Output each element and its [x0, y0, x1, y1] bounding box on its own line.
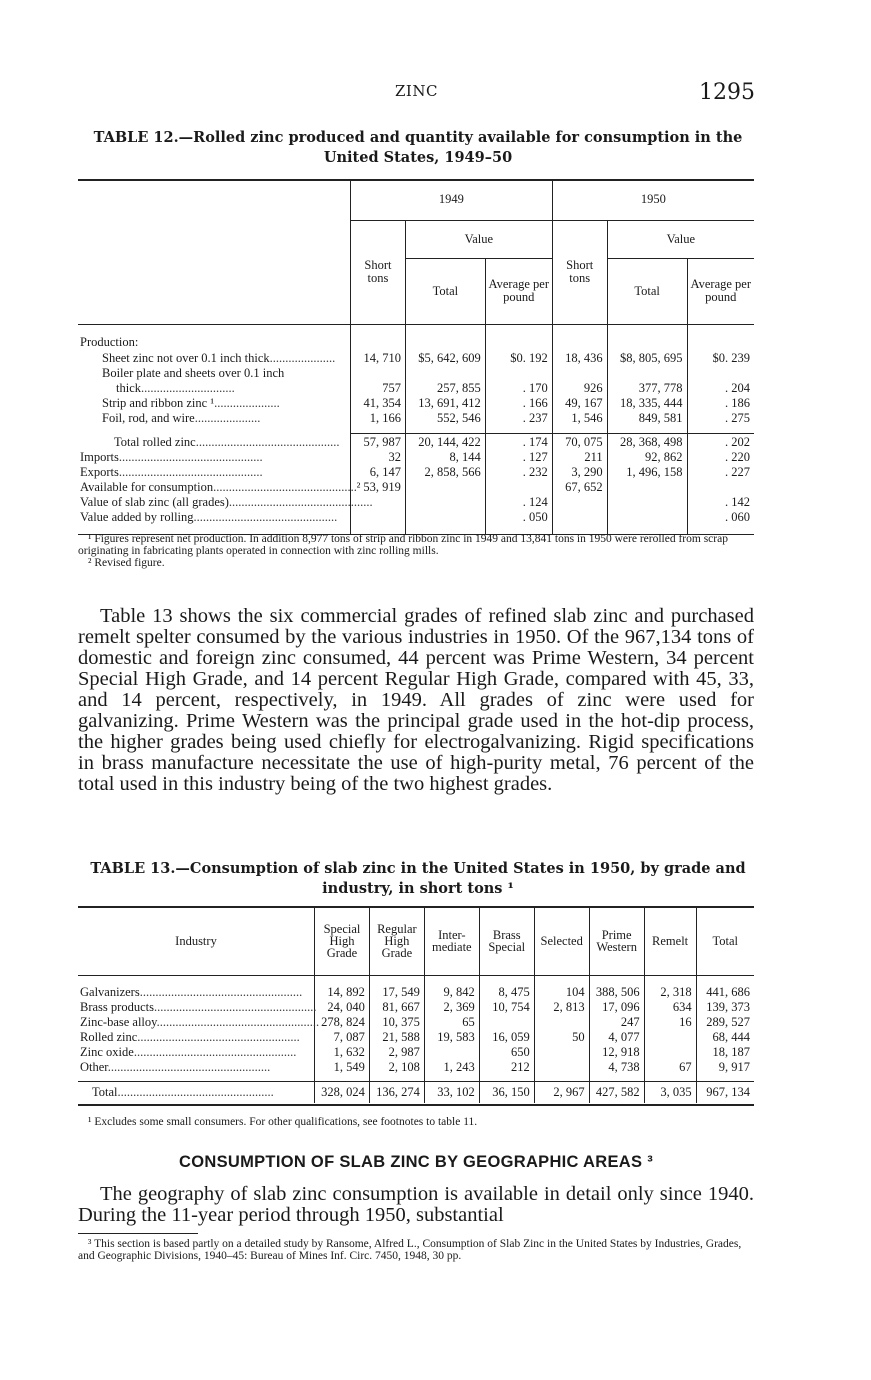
table12-row-label: Imports — [80, 449, 119, 464]
table12-cell: 1, 166 — [351, 411, 406, 426]
table12-cell: 1, 546 — [552, 411, 607, 426]
table12-row: Sheet zinc not over 0.1 inch thick..................... 14, 710 $5, 642, 609 $0. 192 18, 436 $8, 805, 695 $0. 239 — [78, 350, 754, 366]
table13-row-label: Zinc oxide — [80, 1045, 134, 1059]
table13-cell: 8, 475 — [479, 985, 534, 1000]
table12-cell: 18, 335, 444 — [607, 396, 687, 411]
table13-cell: 10, 375 — [369, 1015, 424, 1030]
table12-cell — [607, 495, 687, 510]
table12-cell: 6, 147 — [351, 465, 406, 480]
table13-footnote: ¹ Excludes some small consumers. For other qualifications, see footnotes to table 11. — [88, 1116, 478, 1128]
table13-cell: 21, 588 — [369, 1030, 424, 1045]
table12-row-label: Strip and ribbon zinc ¹ — [102, 395, 215, 410]
table13-total-cell: 36, 150 — [479, 1081, 534, 1103]
table13-total-label: Total — [92, 1084, 118, 1099]
table13-cell: 104 — [534, 985, 589, 1000]
table12-stub-head — [78, 180, 351, 324]
section-heading: CONSUMPTION OF SLAB ZINC BY GEOGRAPHIC AREAS ³ — [179, 1153, 653, 1171]
footnote-rule — [78, 1233, 198, 1234]
table13-caption — [80, 859, 756, 899]
table12-row: Value of slab zinc (all grades).............................................. . 124 . 142 — [78, 495, 754, 510]
table13-cell: 16, 059 — [479, 1030, 534, 1045]
table12-cell: 18, 436 — [552, 350, 607, 366]
table12-row-label: Available for consumption — [80, 479, 214, 494]
table13-row: Zinc oxide.................................................... 1, 632 2, 987 650 12, 918 18, 187 — [78, 1045, 754, 1060]
table12-cell — [405, 480, 485, 495]
table13-cell: 2, 318 — [644, 985, 696, 1000]
table12-cell: $5, 642, 609 — [405, 350, 485, 366]
table13-cell: 650 — [479, 1045, 534, 1060]
table13-cell: 4, 738 — [589, 1060, 644, 1075]
table12-cell: 20, 144, 422 — [405, 434, 485, 450]
table12-cell: 13, 691, 412 — [405, 396, 485, 411]
table13-cell: 2, 108 — [369, 1060, 424, 1075]
table12 — [78, 180, 754, 535]
table13-cell — [534, 1045, 589, 1060]
table12-year2: 1950 — [552, 180, 754, 220]
body-paragraph-2: The geography of slab zinc consumption is available in detail only since 1940. During the 11-year period through 1950, substantial — [78, 1183, 754, 1226]
table12-cell: . 050 — [485, 510, 552, 525]
table12-cell: 3, 290 — [552, 465, 607, 480]
table13-cell: 289, 527 — [696, 1015, 754, 1030]
table12-caption — [80, 128, 756, 168]
table12-short-tons-1950: Short tons — [552, 220, 607, 324]
table12-avg-1949: Average per pound — [485, 258, 552, 324]
table12-cell — [607, 480, 687, 495]
table12-cell — [607, 510, 687, 525]
table12-year1: 1949 — [351, 180, 553, 220]
table12-cell: . 060 — [687, 510, 754, 525]
table13-cell: 67 — [644, 1060, 696, 1075]
table13-cell — [644, 1045, 696, 1060]
page-header-title: ZINC — [395, 82, 438, 100]
table12-cell: 926 — [552, 381, 607, 396]
table13-cell: 10, 754 — [479, 1000, 534, 1015]
table12-cell — [552, 495, 607, 510]
table12-cell: 92, 862 — [607, 450, 687, 465]
table12-cell: . 237 — [485, 411, 552, 426]
table13-cell: 278, 824 — [315, 1015, 370, 1030]
table13-header: Special High Grade — [315, 907, 370, 975]
table12-cell — [552, 510, 607, 525]
table13-caption-line1: TABLE 13.—Consumption of slab zinc in the United States in 1950, by grade and — [90, 860, 746, 877]
table13-cell: 65 — [424, 1015, 479, 1030]
table12-cell — [351, 510, 406, 525]
table13-cell: 634 — [644, 1000, 696, 1015]
table13-row-label: Galvanizers — [80, 985, 140, 999]
table12-cell: 211 — [552, 450, 607, 465]
table13-cell: 2, 813 — [534, 1000, 589, 1015]
table12-cell: . 124 — [485, 495, 552, 510]
table12-cell: . 127 — [485, 450, 552, 465]
table12-cell: 757 — [351, 381, 406, 396]
table13-cell: 16 — [644, 1015, 696, 1030]
table13-row: Zinc-base alloy.................................................... 278, 824 10, 375 65 247 16 289, 527 — [78, 1015, 754, 1030]
table13-total-cell: 427, 582 — [589, 1081, 644, 1103]
table12-cell: 377, 778 — [607, 381, 687, 396]
table12-cell: 849, 581 — [607, 411, 687, 426]
table13-header: Inter-mediate — [424, 907, 479, 975]
table13-row: Brass products.................................................... 24, 040 81, 667 2, 369 10, 754 2, 813 17, 096 634 139, 373 — [78, 1000, 754, 1015]
table12-row-label: Value added by rolling — [80, 509, 194, 524]
table13-header: Selected — [534, 907, 589, 975]
table13-cell: 1, 632 — [315, 1045, 370, 1060]
table12-cell: $8, 805, 695 — [607, 350, 687, 366]
table12-caption-line1: TABLE 12.—Rolled zinc produced and quantity available for consumption in the — [93, 129, 743, 146]
table13-cell: 9, 917 — [696, 1060, 754, 1075]
table12-row: Exports.............................................. 6, 147 2, 858, 566 . 232 3, 290 1, 496, 158 . 227 — [78, 465, 754, 480]
table12-row: Strip and ribbon zinc ¹..................... 41, 354 13, 691, 412 . 166 49, 167 18, 335, 444 . 186 — [78, 396, 754, 411]
table13-cell — [534, 1015, 589, 1030]
table12-section-production: Production: — [78, 324, 351, 350]
table12-total-1949: Total — [405, 258, 485, 324]
table13-bottom-rule — [78, 1104, 754, 1106]
running-head — [0, 80, 871, 110]
table13-cell — [479, 1015, 534, 1030]
body-paragraph-1: Table 13 shows the six commercial grades of refined slab zinc and purchased remelt spelter consumed by the various industries in 1950. Of the 967,134 tons of domestic and foreign zinc consumed, 44 percent was Prime Western, 34 percent Special High Grade, and 14 percent Regular High Grade, compared with 45, 33, and 14 percent, respectively, in 1949. All grades of zinc were used for galvanizing. Prime Western was the principal grade used in the hot-dip process, the higher grades being used chiefly for electrogalvanizing. Rigid specifications in brass manufacture necessitate the use of high-purity metal, 76 percent of the total used in this industry being of the two highest grades. — [78, 605, 754, 795]
table12-cell: . 275 — [687, 411, 754, 426]
table12-row-label: Total rolled zinc — [114, 434, 196, 449]
table13-row: Rolled zinc.................................................... 7, 087 21, 588 19, 583 16, 059 50 4, 077 68, 444 — [78, 1030, 754, 1045]
table12-cell: 2, 858, 566 — [405, 465, 485, 480]
table13-total-cell: 33, 102 — [424, 1081, 479, 1103]
table13-header: Industry — [78, 907, 315, 975]
table13-header: Regular High Grade — [369, 907, 424, 975]
table12-footnote-1: ¹ Figures represent net production. In addition 8,977 tons of strip and ribbon zinc in 1949 and 13,841 tons in 1950 were rerolled from scrap originating in fabricating plants operated in connection with zinc rolling mills. — [78, 533, 728, 557]
table12-row-label: Foil, rod, and wire — [102, 410, 195, 425]
table12-cell: 67, 652 — [552, 480, 607, 495]
table13-cell: 68, 444 — [696, 1030, 754, 1045]
table12-row — [78, 366, 754, 381]
table12-cell — [405, 495, 485, 510]
table13-cell — [534, 1060, 589, 1075]
table13-cell: 19, 583 — [424, 1030, 479, 1045]
table12-cell: . 166 — [485, 396, 552, 411]
table12-cell: ² 53, 919 — [351, 480, 406, 495]
table13: Industry Special High Grade Regular High Grade Inter-mediate Brass Special Selected Prime Western Remelt Total Galvanizers.................................................... 14, 892 17, 549 9, 842 8, 475 104 388, 506 2, 318 441, 686 Brass products.................................................... 24, 040 81, 667 2, 369 10, 754 2, 813 17, 096 634 139, 373 Zinc-base alloy.................................................... 278, 824 10, 375 65 247 16 289, 527 Rolled zinc.................................................... 7, 087 21, 588 19, 583 16, 059 50 4, 077 68, 444 Zinc oxide.................................................... 1, 632 2, 987 650 12, 918 18, 187 Other.................................................... 1, 549 2, 108 1, 243 212 4, 738 67 9, 917 Total.................................................. 328, 024 136, 274 33, 102 36, 150 2, 967 427, 582 3, 035 967, 134 — [78, 907, 754, 1103]
table12-cell: . 227 — [687, 465, 754, 480]
table13-cell: 81, 667 — [369, 1000, 424, 1015]
table12-cell: 8, 144 — [405, 450, 485, 465]
table12-row-label: Value of slab zinc (all grades) — [80, 494, 229, 509]
table12-short-tons-1949: Short tons — [351, 220, 406, 324]
table13-header: Prime Western — [589, 907, 644, 975]
table12-footnotes — [78, 533, 754, 569]
table12-cell: . 220 — [687, 450, 754, 465]
table13-total-cell: 967, 134 — [696, 1081, 754, 1103]
table13-header: Remelt — [644, 907, 696, 975]
table13-row-label: Brass products — [80, 1000, 154, 1014]
table12-cell: 28, 368, 498 — [607, 434, 687, 450]
table13-total-cell: 136, 274 — [369, 1081, 424, 1103]
table13-row-label: Zinc-base alloy — [80, 1015, 157, 1029]
table13-cell: 50 — [534, 1030, 589, 1045]
table12-cell — [687, 480, 754, 495]
table13-row-label: Other — [80, 1060, 108, 1074]
table13-cell: 12, 918 — [589, 1045, 644, 1060]
page-footnote-3: ³ This section is based partly on a detailed study by Ransome, Alfred L., Consumption of Slab Zinc in the United States by Industries, Grades, and Geographic Divisions, 1940–45: Bureau of Mines Inf. Circ. 7450, 1948, 30 pp. — [78, 1238, 742, 1262]
table13-cell: 9, 842 — [424, 985, 479, 1000]
table12-value-1949: Value — [405, 220, 552, 258]
table12-cell: 1, 496, 158 — [607, 465, 687, 480]
table12-cell — [485, 480, 552, 495]
table13-cell: 1, 549 — [315, 1060, 370, 1075]
table13-cell: 14, 892 — [315, 985, 370, 1000]
table13-cell: 212 — [479, 1060, 534, 1075]
table13-row-label: Rolled zinc — [80, 1030, 138, 1044]
table12-cell: . 202 — [687, 434, 754, 450]
page-number: 1295 — [699, 80, 755, 105]
table13-row: Other.................................................... 1, 549 2, 108 1, 243 212 4, 738 67 9, 917 — [78, 1060, 754, 1075]
table12-row: thick.............................. 757 257, 855 . 170 926 377, 778 . 204 — [78, 381, 754, 396]
table13-cell: 139, 373 — [696, 1000, 754, 1015]
table13-cell — [424, 1045, 479, 1060]
table13-cell: 1, 243 — [424, 1060, 479, 1075]
table12-caption-line2: United States, 1949–50 — [323, 149, 513, 166]
table12-row: Available for consumption.............................................. ² 53, 919 67, 652 — [78, 480, 754, 495]
table12-cell: 57, 987 — [351, 434, 406, 450]
table12-row: Foil, rod, and wire..................... 1, 166 552, 546 . 237 1, 546 849, 581 . 275 — [78, 411, 754, 426]
table12-row: Imports.............................................. 32 8, 144 . 127 211 92, 862 . 220 — [78, 450, 754, 465]
table12-row: Value added by rolling.............................................. . 050 . 060 — [78, 510, 754, 525]
table12-row: Total rolled zinc.............................................. 57, 987 20, 144, 422 . 174 70, 075 28, 368, 498 . 202 — [78, 434, 754, 450]
table13-cell: 17, 096 — [589, 1000, 644, 1015]
table12-cell: 14, 710 — [351, 350, 406, 366]
table13-caption-line2: industry, in short tons ¹ — [322, 880, 514, 897]
table13-cell: 247 — [589, 1015, 644, 1030]
table12-cell — [405, 510, 485, 525]
table12-avg-1950: Average per pound — [687, 258, 754, 324]
table12-cell: . 232 — [485, 465, 552, 480]
table12-cell: . 170 — [485, 381, 552, 396]
table13-cell: 24, 040 — [315, 1000, 370, 1015]
table13-cell: 388, 506 — [589, 985, 644, 1000]
table12-cell: 32 — [351, 450, 406, 465]
table12-cell: $0. 192 — [485, 350, 552, 366]
table12-cell: $0. 239 — [687, 350, 754, 366]
table13-cell — [644, 1030, 696, 1045]
table12-footnote-2: ² Revised figure. — [88, 557, 165, 569]
table12-cell: 49, 167 — [552, 396, 607, 411]
table12-total-1950: Total — [607, 258, 687, 324]
table12-value-1950: Value — [607, 220, 754, 258]
table13-cell: 2, 987 — [369, 1045, 424, 1060]
table12-cell: . 186 — [687, 396, 754, 411]
table13-total-cell: 328, 024 — [315, 1081, 370, 1103]
table13-header: Brass Special — [479, 907, 534, 975]
table13-row: Galvanizers.................................................... 14, 892 17, 549 9, 842 8, 475 104 388, 506 2, 318 441, 686 — [78, 985, 754, 1000]
table13-cell: 441, 686 — [696, 985, 754, 1000]
table12-cell: 41, 354 — [351, 396, 406, 411]
table13-cell: 2, 369 — [424, 1000, 479, 1015]
table12-cell: . 204 — [687, 381, 754, 396]
table13-cell: 17, 549 — [369, 985, 424, 1000]
table13-header: Total — [696, 907, 754, 975]
table13-cell: 7, 087 — [315, 1030, 370, 1045]
table12-cell: 257, 855 — [405, 381, 485, 396]
table13-total-cell: 3, 035 — [644, 1081, 696, 1103]
table12-cell: 70, 075 — [552, 434, 607, 450]
table12-cell: . 174 — [485, 434, 552, 450]
table12-row-label: Exports — [80, 464, 119, 479]
table12-row-label-cont: thick — [116, 380, 141, 395]
table12-cell: 552, 546 — [405, 411, 485, 426]
table12-row-label: Boiler plate and sheets over 0.1 inch — [102, 365, 285, 380]
table12-cell: . 142 — [687, 495, 754, 510]
table13-total-cell: 2, 967 — [534, 1081, 589, 1103]
table13-cell: 4, 077 — [589, 1030, 644, 1045]
table12-row-label: Sheet zinc not over 0.1 inch thick — [102, 350, 270, 365]
table13-cell: 18, 187 — [696, 1045, 754, 1060]
